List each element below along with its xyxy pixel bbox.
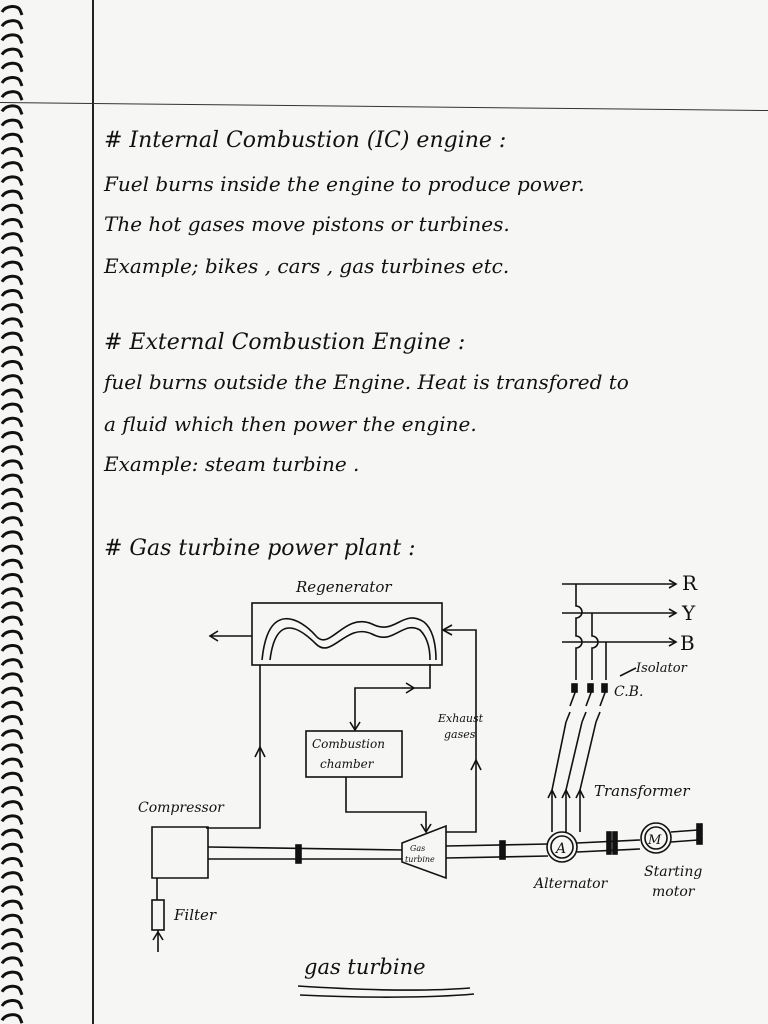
phase-y-label: Y bbox=[682, 601, 696, 625]
section2-heading: # External Combustion Engine : bbox=[104, 330, 466, 355]
caption-underline bbox=[298, 986, 470, 990]
regenerator-box bbox=[252, 603, 442, 665]
section2-line1: fuel burns outside the Engine. Heat is transfored to bbox=[104, 370, 629, 394]
cb-label: C.B. bbox=[614, 684, 644, 700]
compressor-shape bbox=[152, 827, 208, 878]
motor-symbol: M bbox=[648, 833, 662, 848]
regenerator-coil-inner bbox=[270, 628, 430, 660]
combustion-label-2: chamber bbox=[320, 757, 374, 771]
shaft-to-alternator bbox=[446, 844, 548, 846]
gas-turbine-label-2: turbine bbox=[405, 855, 435, 864]
alternator-label: Alternator bbox=[534, 876, 608, 892]
filter-label: Filter bbox=[174, 906, 217, 924]
shaft-upper bbox=[208, 847, 402, 850]
exhaust-label-1: Exhaust bbox=[438, 712, 484, 725]
starting-motor-label-1: Starting bbox=[644, 864, 703, 880]
regenerator-label: Regenerator bbox=[296, 578, 392, 596]
chamber-to-turbine-line bbox=[346, 777, 426, 832]
section1-heading: # Internal Combustion (IC) engine : bbox=[104, 128, 507, 153]
exhaust-label-2: gases bbox=[444, 728, 476, 741]
transformer-label: Transformer bbox=[594, 782, 690, 800]
regenerator-coil bbox=[262, 618, 436, 660]
combustion-label-1: Combustion bbox=[312, 737, 385, 751]
section3-heading: # Gas turbine power plant : bbox=[104, 536, 416, 561]
section2-line3: Example: steam turbine . bbox=[104, 452, 360, 476]
section2-line2: a fluid which then power the engine. bbox=[104, 412, 477, 436]
regenerator-to-chamber-line bbox=[355, 664, 430, 730]
starting-motor-label-2: motor bbox=[652, 884, 695, 900]
section1-line2: The hot gases move pistons or turbines. bbox=[104, 212, 510, 236]
gas-turbine-label-1: Gas bbox=[410, 844, 426, 853]
alternator-symbol: A bbox=[556, 841, 567, 857]
caption-label: gas turbine bbox=[304, 955, 426, 979]
isolator-label: Isolator bbox=[636, 661, 687, 676]
compressor-label: Compressor bbox=[138, 800, 224, 816]
section1-line1: Fuel burns inside the engine to produce power. bbox=[104, 172, 585, 196]
filter-box bbox=[152, 900, 164, 930]
phase-r-label: R bbox=[682, 571, 698, 595]
phase-b-label: B bbox=[680, 631, 695, 655]
section1-line3: Example; bikes , cars , gas turbines etc. bbox=[104, 254, 510, 278]
